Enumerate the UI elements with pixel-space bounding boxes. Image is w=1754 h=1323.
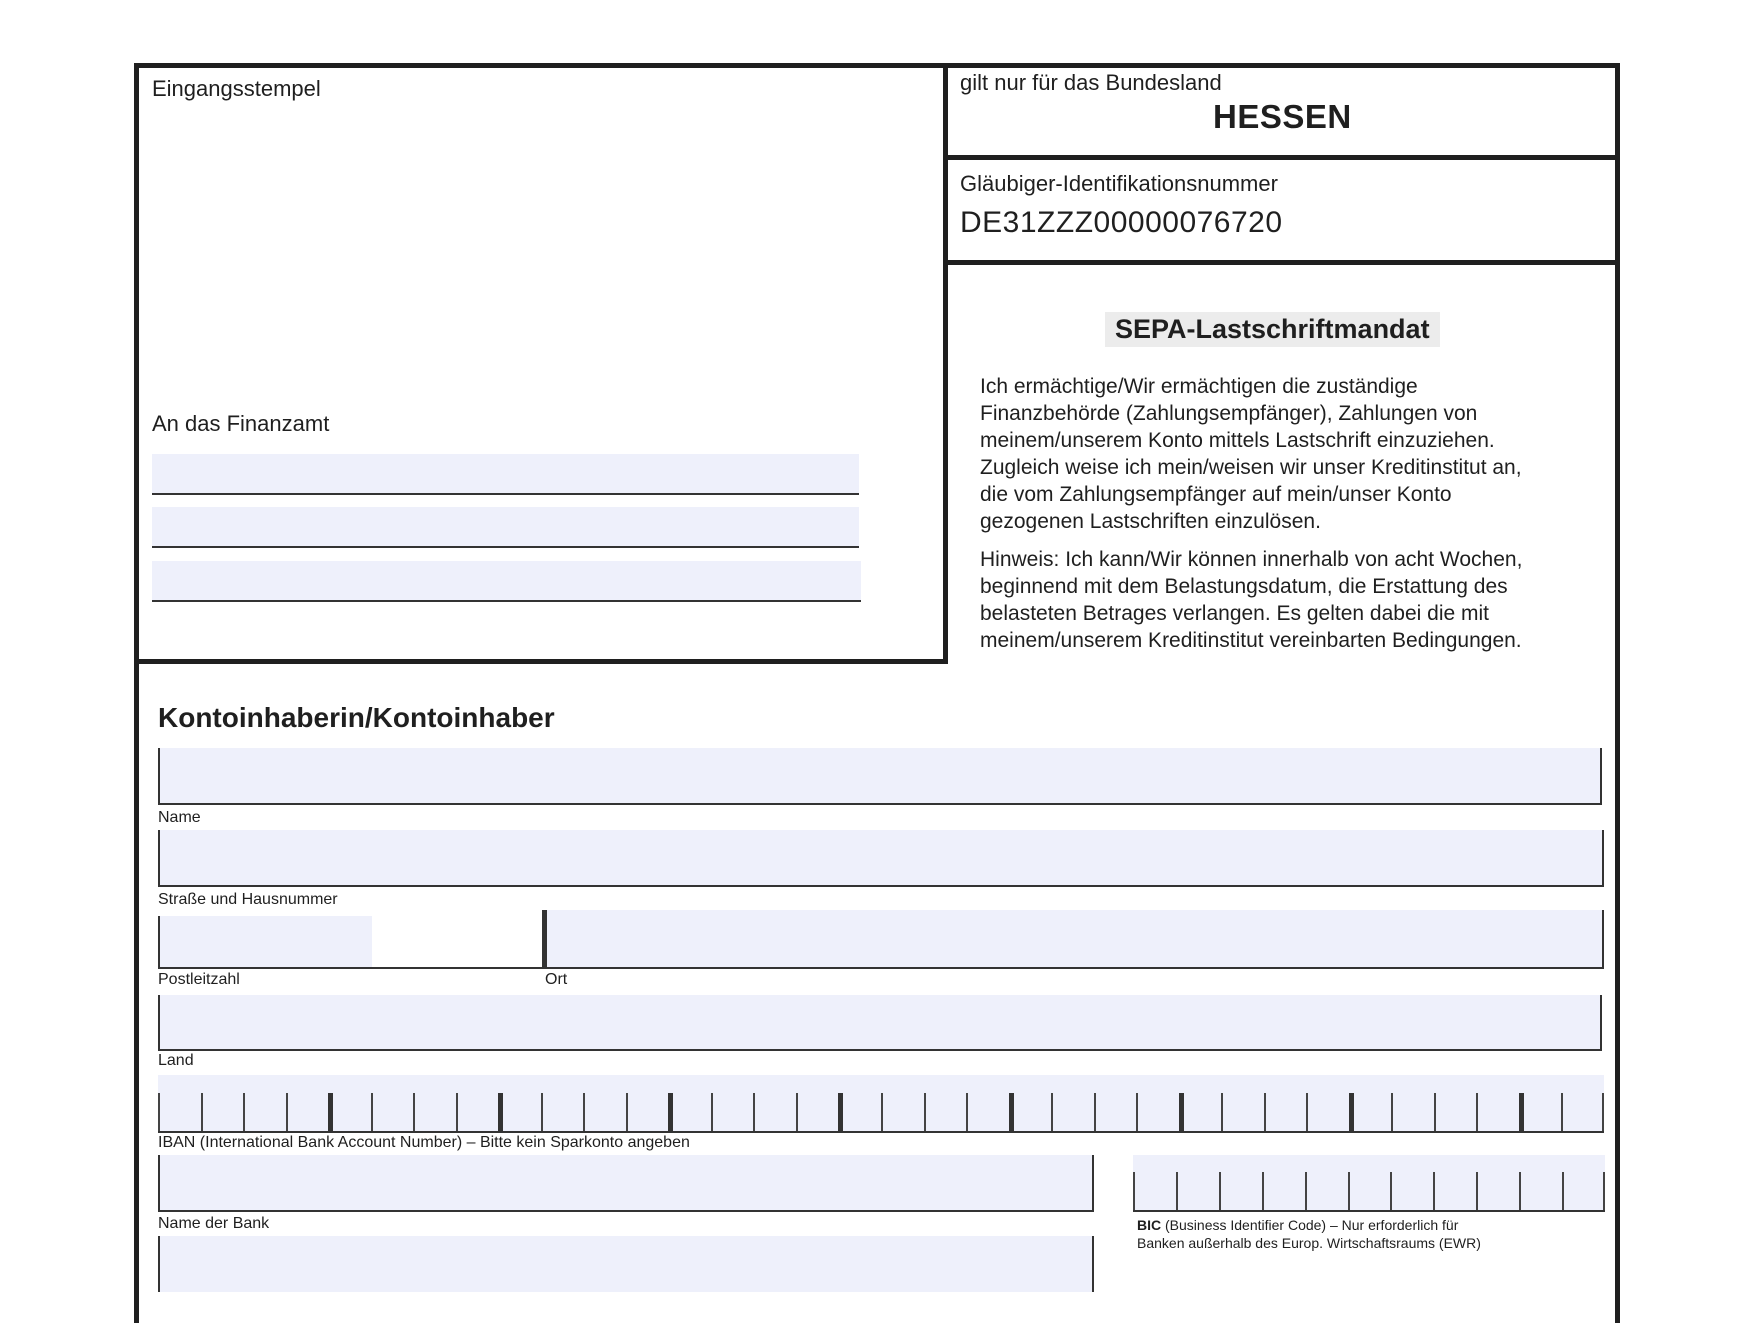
char-box-divider bbox=[1009, 1093, 1014, 1131]
char-box-divider bbox=[1305, 1172, 1307, 1210]
char-box-divider bbox=[456, 1093, 458, 1131]
name-field[interactable] bbox=[158, 748, 1602, 805]
char-box-divider bbox=[1434, 1093, 1436, 1131]
zip-label: Postleitzahl bbox=[158, 971, 240, 988]
stamp-label: Eingangsstempel bbox=[152, 76, 321, 101]
bic-label-line2: Banken außerhalb des Europ. Wirtschaftsraums (EWR) bbox=[1137, 1235, 1481, 1251]
char-box-divider bbox=[924, 1093, 926, 1131]
char-box-divider bbox=[1348, 1172, 1350, 1210]
char-box-divider bbox=[1433, 1172, 1435, 1210]
bank-name-label: Name der Bank bbox=[158, 1215, 270, 1232]
column-divider bbox=[943, 265, 948, 664]
char-box-divider bbox=[413, 1093, 415, 1131]
country-field[interactable] bbox=[158, 995, 1602, 1051]
account-holder-heading: Kontoinhaberin/Kontoinhaber bbox=[158, 702, 555, 733]
city-label: Ort bbox=[545, 971, 568, 988]
mandate-line: meinem/unserem Konto mittels Lastschrift einzuziehen. bbox=[980, 429, 1495, 452]
char-box-divider bbox=[286, 1093, 288, 1131]
city-field[interactable] bbox=[542, 910, 1604, 969]
zip-field[interactable] bbox=[158, 916, 372, 969]
bic-label-bold: BIC bbox=[1137, 1217, 1162, 1233]
creditor-label: Gläubiger-Identifikationsnummer bbox=[960, 171, 1278, 196]
char-box-divider bbox=[498, 1093, 503, 1131]
char-box-divider bbox=[541, 1093, 543, 1131]
char-box-divider bbox=[838, 1093, 843, 1131]
hint-line: belasteten Betrages verlangen. Es gelten dabei die mit bbox=[980, 602, 1489, 625]
extra-field[interactable] bbox=[158, 1236, 1094, 1292]
bic-label-line1: (Business Identifier Code) – Nur erforderlich für bbox=[1161, 1217, 1459, 1233]
bic-field[interactable] bbox=[1133, 1155, 1605, 1212]
bic-label bbox=[1137, 1216, 1481, 1252]
finanzamt-field-3[interactable] bbox=[152, 561, 861, 602]
country-label: Land bbox=[158, 1052, 194, 1069]
char-box-divider bbox=[626, 1093, 628, 1131]
iban-field[interactable] bbox=[158, 1075, 1604, 1133]
char-box-divider bbox=[1221, 1093, 1223, 1131]
char-box-divider bbox=[1176, 1172, 1178, 1210]
char-box-divider bbox=[1051, 1093, 1053, 1131]
bank-name-field[interactable] bbox=[158, 1155, 1094, 1212]
char-box-divider bbox=[243, 1093, 245, 1131]
char-box-divider bbox=[1133, 1172, 1135, 1210]
mandate-line: die vom Zahlungsempfänger auf mein/unser Konto bbox=[980, 483, 1452, 506]
mandate-text bbox=[980, 373, 1600, 535]
zip-underline bbox=[372, 916, 542, 969]
char-box-divider bbox=[371, 1093, 373, 1131]
mandate-line: gezogenen Lastschriften einzulösen. bbox=[980, 510, 1321, 533]
char-box-divider bbox=[1219, 1172, 1221, 1210]
char-box-divider bbox=[1561, 1093, 1563, 1131]
finanzamt-label: An das Finanzamt bbox=[152, 411, 330, 436]
char-box-divider bbox=[1519, 1172, 1521, 1210]
char-box-divider bbox=[966, 1093, 968, 1131]
char-box-divider bbox=[1476, 1172, 1478, 1210]
char-box-divider bbox=[1094, 1093, 1096, 1131]
char-box-divider bbox=[1349, 1093, 1354, 1131]
name-label: Name bbox=[158, 809, 201, 826]
mandate-line: Ich ermächtige/Wir ermächtigen die zuständige bbox=[980, 375, 1418, 398]
iban-label: IBAN (International Bank Account Number) – Bitte kein Sparkonto angeben bbox=[158, 1134, 690, 1151]
mandate-line: Finanzbehörde (Zahlungsempfänger), Zahlungen von bbox=[980, 402, 1478, 425]
street-field[interactable] bbox=[158, 830, 1604, 887]
hint-line: beginnend mit dem Belastungsdatum, die Erstattung des bbox=[980, 575, 1508, 598]
char-box-divider bbox=[1264, 1093, 1266, 1131]
char-box-divider bbox=[1519, 1093, 1524, 1131]
hint-line: Hinweis: Ich kann/Wir können innerhalb von acht Wochen, bbox=[980, 548, 1523, 571]
street-label: Straße und Hausnummer bbox=[158, 891, 338, 908]
char-box-divider bbox=[1179, 1093, 1184, 1131]
char-box-divider bbox=[1562, 1172, 1564, 1210]
char-box-divider bbox=[1391, 1093, 1393, 1131]
char-box-divider bbox=[711, 1093, 713, 1131]
char-box-divider bbox=[1603, 1172, 1605, 1210]
bundesland-value: HESSEN bbox=[1213, 98, 1352, 135]
char-box-divider bbox=[881, 1093, 883, 1131]
char-box-divider bbox=[1262, 1172, 1264, 1210]
char-box-divider bbox=[1602, 1093, 1604, 1131]
char-box-divider bbox=[1306, 1093, 1308, 1131]
char-box-divider bbox=[796, 1093, 798, 1131]
char-box-divider bbox=[1476, 1093, 1478, 1131]
bundesland-label: gilt nur für das Bundesland bbox=[960, 70, 1222, 95]
mandate-line: Zugleich weise ich mein/weisen wir unser Kreditinstitut an, bbox=[980, 456, 1522, 479]
hint-line: meinem/unserem Kreditinstitut vereinbarten Bedingungen. bbox=[980, 629, 1522, 652]
char-box-divider bbox=[1136, 1093, 1138, 1131]
sepa-title: SEPA-Lastschriftmandat bbox=[1105, 312, 1440, 347]
char-box-divider bbox=[158, 1093, 160, 1131]
char-box-divider bbox=[201, 1093, 203, 1131]
char-box-divider bbox=[753, 1093, 755, 1131]
char-box-divider bbox=[668, 1093, 673, 1131]
char-box-divider bbox=[583, 1093, 585, 1131]
finanzamt-field-1[interactable] bbox=[152, 454, 859, 495]
finanzamt-field-2[interactable] bbox=[152, 507, 859, 548]
char-box-divider bbox=[1390, 1172, 1392, 1210]
hint-text bbox=[980, 546, 1600, 654]
creditor-id: DE31ZZZ00000076720 bbox=[960, 206, 1283, 239]
char-box-divider bbox=[328, 1093, 333, 1131]
